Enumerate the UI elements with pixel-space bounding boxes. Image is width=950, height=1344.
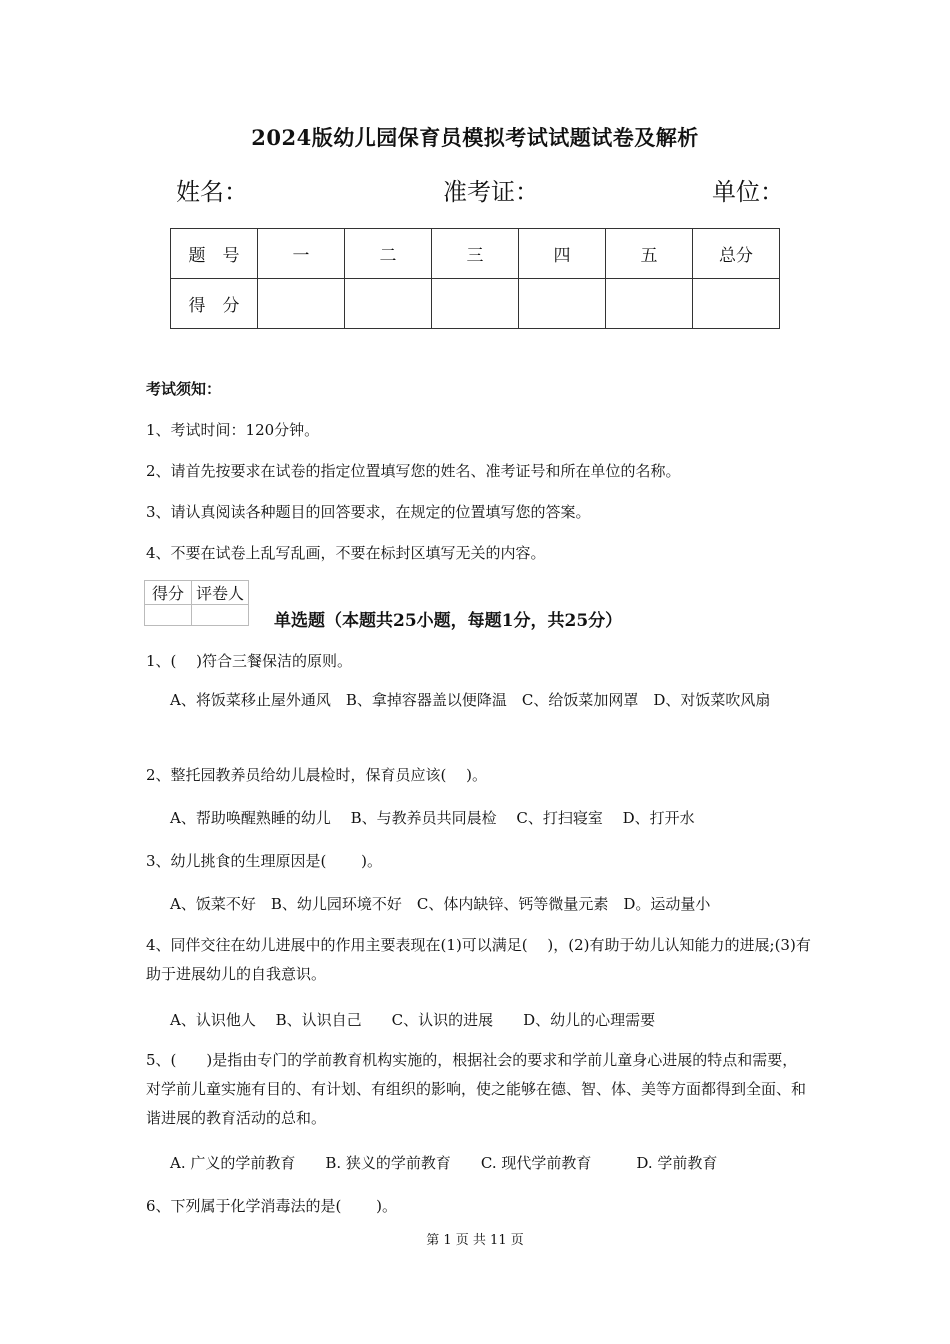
question-options: A. 广义的学前教育 B. 狭义的学前教育 C. 现代学前教育 D. 学前教育 (170, 1154, 718, 1172)
score-cell[interactable] (432, 279, 519, 329)
score-table-score-row (171, 279, 780, 329)
score-cell[interactable] (258, 279, 345, 329)
question-options: A、帮助唤醒熟睡的幼儿 B、与教养员共同晨检 C、打扫寝室 D、打开水 (170, 809, 695, 827)
question-stem: 4、同伴交往在幼儿进展中的作用主要表现在(1)可以满足( )，(2)有助于幼儿认知能力的进展;(3)有助于进展幼儿的自我意识。 (146, 936, 811, 983)
score-table-header-cell: 二 (345, 229, 432, 279)
score-cell[interactable] (345, 279, 432, 329)
grader-score-label: 得分 (145, 581, 192, 605)
score-table-header-cell: 一 (258, 229, 345, 279)
question-options: A、将饭菜移止屋外通风 B、拿掉容器盖以便降温 C、给饭菜加网罩 D、对饭菜吹风扇 (170, 691, 771, 709)
notice-item: 4、不要在试卷上乱写乱画，不要在标封区填写无关的内容。 (146, 544, 546, 562)
score-table-header-cell: 四 (519, 229, 606, 279)
question-stem: 5、( )是指由专门的学前教育机构实施的，根据社会的要求和学前儿童身心进展的特点和需要，对学前儿童实施有目的、有计划、有组织的影响，使之能够在德、智、体、美等方面都得到全面、和谐进展的教育活动的总和。 (146, 1051, 807, 1127)
notice-item: 3、请认真阅读各种题目的回答要求，在规定的位置填写您的答案。 (146, 503, 591, 521)
score-table (170, 228, 780, 329)
page-title: 2024版幼儿园保育员模拟考试试题试卷及解析 (251, 125, 699, 150)
score-table-header-cell: 总分 (693, 229, 780, 279)
score-cell[interactable] (606, 279, 693, 329)
exam-id-label: 准考证： (443, 178, 539, 206)
score-table-header-cell: 五 (606, 229, 693, 279)
question-options: A、认识他人 B、认识自己 C、认识的进展 D、幼儿的心理需要 (170, 1011, 656, 1029)
question-stem: 2、整托园教养员给幼儿晨检时，保育员应该( )。 (146, 766, 488, 784)
grader-reviewer-cell[interactable] (192, 605, 249, 626)
unit-label: 单位： (712, 178, 784, 206)
grader-table (144, 580, 249, 626)
name-label: 姓名： (176, 178, 248, 206)
score-row-label: 得 分 (171, 279, 258, 329)
notice-item: 1、考试时间：120分钟。 (146, 421, 320, 439)
score-table-header-row (171, 229, 780, 279)
section-title: 单选题（本题共25小题，每题1分，共25分） (274, 611, 623, 631)
question-stem: 3、幼儿挑食的生理原因是( )。 (146, 852, 383, 870)
notice-item: 2、请首先按要求在试卷的指定位置填写您的姓名、准考证号和所在单位的名称。 (146, 462, 681, 480)
question-stem: 6、下列属于化学消毒法的是( )。 (146, 1197, 398, 1215)
question-stem: 1、( )符合三餐保洁的原则。 (146, 652, 353, 670)
score-cell[interactable] (693, 279, 780, 329)
score-table-header-cell: 三 (432, 229, 519, 279)
grader-reviewer-label: 评卷人 (192, 581, 249, 605)
page-footer: 第 1 页 共 11 页 (426, 1233, 524, 1248)
notice-title: 考试须知： (146, 380, 222, 398)
score-cell[interactable] (519, 279, 606, 329)
question-options: A、饭菜不好 B、幼儿园环境不好 C、体内缺锌、钙等微量元素 D。运动量小 (170, 895, 711, 913)
score-table-header-cell: 题 号 (171, 229, 258, 279)
grader-score-cell[interactable] (145, 605, 192, 626)
